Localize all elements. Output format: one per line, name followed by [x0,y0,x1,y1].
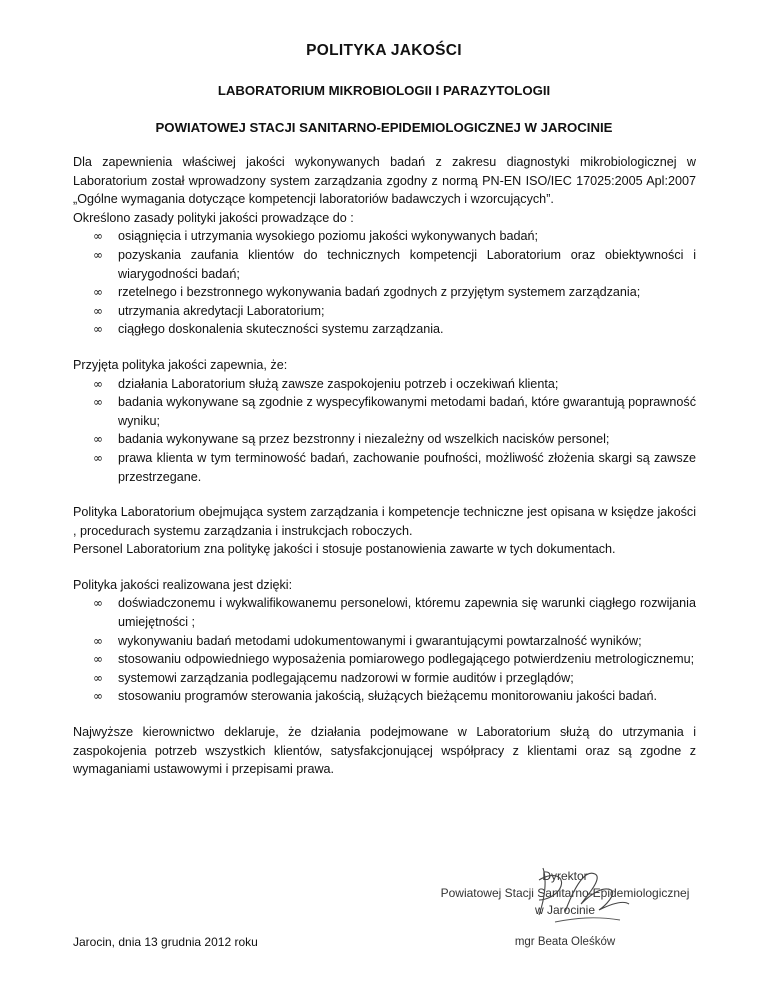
stamp-title: Dyrektor [542,869,588,883]
list-item: ∞ pozyskania zaufania klientów do technicznych kompetencji Laboratorium oraz obiektywności i wiarygodności badań; [73,246,696,283]
assurance-list [73,375,696,487]
description-line-2: Personel Laboratorium zna politykę jakości i stosuje postanowienia zawarte w tych dokumentach. [73,542,616,557]
assurance-lead: Przyjęta polityka jakości zapewnia, że: [73,357,288,372]
principles-lead: Określono zasady polityki jakości prowadzące do : [73,210,354,225]
stamp-institution: Powiatowej Stacji Sanitarno-Epidemiologicznej [440,886,690,900]
description-section [73,503,696,559]
lab-name: LABORATORIUM MIKROBIOLOGII I PARAZYTOLOGII [217,83,551,98]
intro-paragraph: Dla zapewnienia właściwej jakości wykonywanych badań z zakresu diagnostyki mikrobiologicznej w Laboratorium został wprowadzony system zarządzania zgodny z normą PN-EN ISO/IEC 17025:2005 Apl:2007 „Ogólne wymagania dotyczące kompetencji laboratoriów badawczych i wzorcujących”. [73,155,696,207]
assurance-section [73,356,696,486]
station-name: POWIATOWEJ STACJI SANITARNO-EPIDEMIOLOGICZNEJ W JAROCINIE [155,120,613,135]
handwritten-signature-icon [525,860,645,930]
document-body [73,153,696,779]
list-item: ∞ ciągłego doskonalenia skuteczności systemu zarządzania. [73,320,696,339]
document-title: POLITYKA JAKOŚCI [306,42,462,59]
list-item: ∞ doświadczonemu i wykwalifikowanemu personelowi, któremu zapewnia się warunki ciągłego rozwijania umiejętności ; [73,594,696,631]
list-item: ∞ prawa klienta w tym terminowość badań, zachowanie poufności, możliwość złożenia skargi są zawsze przestrzegane. [73,449,696,486]
list-item: ∞ stosowaniu programów sterowania jakością, służących bieżącemu monitorowaniu jakości badań. [73,687,696,706]
list-item: ∞ rzetelnego i bezstronnego wykonywania badań zgodnych z przyjętym systemem zarządzania; [73,283,696,302]
list-item: ∞ badania wykonywane są przez bezstronny i niezależny od wszelkich nacisków personel; [73,430,696,449]
list-item: ∞ działania Laboratorium służą zawsze zaspokojeniu potrzeb i oczekiwań klienta; [73,375,696,394]
list-item: ∞ wykonywaniu badań metodami udokumentowanymi i gwarantującymi powtarzalność wyników; [73,632,696,651]
stamp-city: w Jarocinie [534,903,596,917]
list-item: ∞ osiągnięcia i utrzymania wysokiego poziomu jakości wykonywanych badań; [73,227,696,246]
principles-list [73,227,696,339]
description-line-1: Polityka Laboratorium obejmująca system zarządzania i kompetencje techniczne jest opisana w księdze jakości , procedurach systemu zarządzania i instrukcjach roboczych. [73,505,696,538]
realization-section [73,576,696,706]
principles-section [73,209,696,339]
list-item: ∞ utrzymania akredytacji Laboratorium; [73,302,696,321]
signatory-name: mgr Beata Oleśków [514,936,616,948]
list-item: ∞ systemowi zarządzania podlegającemu nadzorowi w formie auditów i przeglądów; [73,669,696,688]
document-date: Jarocin, dnia 13 grudnia 2012 roku [73,935,258,949]
list-item: ∞ badania wykonywane są zgodnie z wyspecyfikowanymi metodami badań, które gwarantują poprawność wyniku; [73,393,696,430]
realization-list [73,594,696,706]
list-item: ∞ stosowaniu odpowiedniego wyposażenia pomiarowego podlegającego potwierdzeniu metrologicznemu; [73,650,696,669]
declaration-paragraph: Najwyższe kierownictwo deklaruje, że działania podejmowane w Laboratorium służą do utrzymania i zaspokojenia potrzeb wszystkich klientów, satysfakcjonującej współpracy z klientami oraz są zgodne z wymaganiami ustawowymi i przepisami prawa. [73,725,696,777]
realization-lead: Polityka jakości realizowana jest dzięki: [73,577,293,592]
